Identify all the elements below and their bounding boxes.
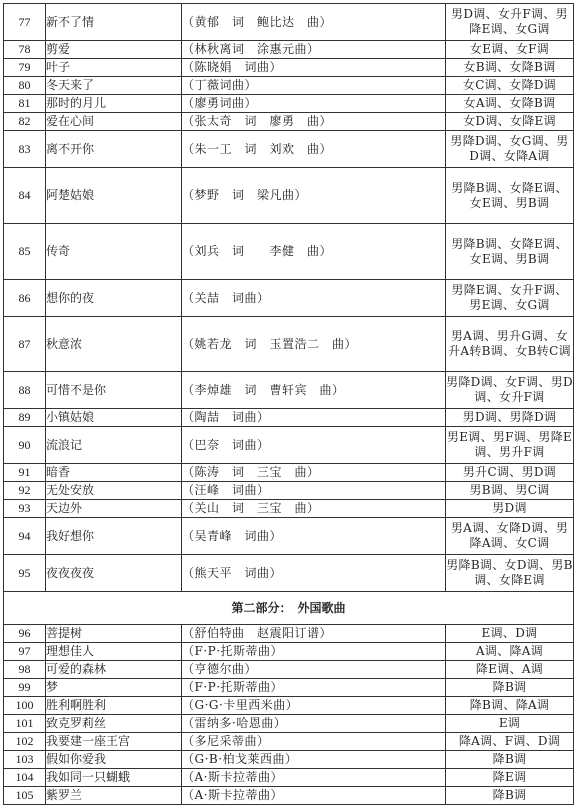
song-key: 降B调 bbox=[446, 787, 574, 805]
table-row bbox=[4, 77, 574, 95]
table-row bbox=[4, 787, 574, 805]
song-key: 降E调 bbox=[446, 769, 574, 787]
song-title: 离不开你 bbox=[46, 131, 182, 168]
section-title: 第二部分： 外国歌曲 bbox=[4, 592, 574, 625]
song-credit: （李焯雄 词 曹轩宾 曲） bbox=[182, 372, 446, 409]
song-key: 男升C调、男D调 bbox=[446, 464, 574, 482]
song-number: 103 bbox=[4, 751, 46, 769]
song-key: 女B调、女降B调 bbox=[446, 59, 574, 77]
song-key: 男D调、女升F调、男降E调、女G调 bbox=[446, 4, 574, 41]
song-credit: （刘兵 词 李健 曲） bbox=[182, 224, 446, 280]
table-row bbox=[4, 224, 574, 280]
table-row bbox=[4, 697, 574, 715]
table-row bbox=[4, 715, 574, 733]
table-row bbox=[4, 555, 574, 592]
song-number: 101 bbox=[4, 715, 46, 733]
song-key: 女A调、女降B调 bbox=[446, 95, 574, 113]
song-key: A调、降A调 bbox=[446, 643, 574, 661]
song-key: 女E调、女F调 bbox=[446, 41, 574, 59]
song-number: 95 bbox=[4, 555, 46, 592]
song-key: 男降B调、女降E调、女E调、男B调 bbox=[446, 168, 574, 224]
song-key: 降A调、F调、D调 bbox=[446, 733, 574, 751]
song-key: E调、D调 bbox=[446, 625, 574, 643]
song-credit: （汪峰 词曲） bbox=[182, 482, 446, 500]
table-row bbox=[4, 4, 574, 41]
song-key: 男E调、男F调、男降E调、男升F调 bbox=[446, 427, 574, 464]
song-credit: （陶喆 词曲） bbox=[182, 409, 446, 427]
song-title: 可爱的森林 bbox=[46, 661, 182, 679]
song-title: 我好想你 bbox=[46, 518, 182, 555]
song-number: 97 bbox=[4, 643, 46, 661]
song-credit: （吴青峰 词曲） bbox=[182, 518, 446, 555]
song-credit: （熊天平 词曲） bbox=[182, 555, 446, 592]
part2-table-body bbox=[4, 625, 574, 805]
song-number: 82 bbox=[4, 113, 46, 131]
song-key: E调 bbox=[446, 715, 574, 733]
song-key: 男A调、女降D调、男降A调、女C调 bbox=[446, 518, 574, 555]
song-credit: （张太奇 词 廖勇 曲） bbox=[182, 113, 446, 131]
song-title: 假如你爱我 bbox=[46, 751, 182, 769]
song-number: 90 bbox=[4, 427, 46, 464]
table-row bbox=[4, 482, 574, 500]
song-credit: （姚若龙 词 玉置浩二 曲） bbox=[182, 317, 446, 372]
song-credit: （多尼采蒂曲） bbox=[182, 733, 446, 751]
table-row bbox=[4, 41, 574, 59]
song-title: 爱在心间 bbox=[46, 113, 182, 131]
table-row bbox=[4, 427, 574, 464]
table-row bbox=[4, 59, 574, 77]
song-credit: （巴奈 词曲） bbox=[182, 427, 446, 464]
song-credit: （丁薇词曲） bbox=[182, 77, 446, 95]
song-number: 100 bbox=[4, 697, 46, 715]
table-row bbox=[4, 95, 574, 113]
song-number: 84 bbox=[4, 168, 46, 224]
song-credit: （F·P·托斯蒂曲） bbox=[182, 679, 446, 697]
song-title: 暗香 bbox=[46, 464, 182, 482]
song-key: 男降D调、女G调、男D调、女降A调 bbox=[446, 131, 574, 168]
table-row bbox=[4, 464, 574, 482]
song-title: 传奇 bbox=[46, 224, 182, 280]
song-number: 88 bbox=[4, 372, 46, 409]
song-key: 男D调 bbox=[446, 500, 574, 518]
song-number: 94 bbox=[4, 518, 46, 555]
song-credit: （林秋离词 涂惠元曲） bbox=[182, 41, 446, 59]
table-row bbox=[4, 661, 574, 679]
song-credit: （朱一工 词 刘欢 曲） bbox=[182, 131, 446, 168]
song-key: 降B调 bbox=[446, 679, 574, 697]
table-row bbox=[4, 409, 574, 427]
song-title: 可惜不是你 bbox=[46, 372, 182, 409]
song-title: 无处安放 bbox=[46, 482, 182, 500]
table-row bbox=[4, 168, 574, 224]
song-key: 男B调、男C调 bbox=[446, 482, 574, 500]
song-number: 77 bbox=[4, 4, 46, 41]
song-credit: （G·G·卡里西米曲） bbox=[182, 697, 446, 715]
song-number: 81 bbox=[4, 95, 46, 113]
section-header-row bbox=[4, 592, 574, 625]
table-row bbox=[4, 500, 574, 518]
song-credit: （亨德尔曲） bbox=[182, 661, 446, 679]
table-row bbox=[4, 518, 574, 555]
song-key: 男D调、男降D调 bbox=[446, 409, 574, 427]
song-title: 叶子 bbox=[46, 59, 182, 77]
song-key: 降B调、降A调 bbox=[446, 697, 574, 715]
song-title: 胜利啊胜利 bbox=[46, 697, 182, 715]
song-title: 我如同一只蝴蛾 bbox=[46, 769, 182, 787]
table-row bbox=[4, 625, 574, 643]
song-key: 降E调、A调 bbox=[446, 661, 574, 679]
song-title: 那时的月儿 bbox=[46, 95, 182, 113]
song-key: 男降D调、女F调、男D调、女升F调 bbox=[446, 372, 574, 409]
song-title: 新不了情 bbox=[46, 4, 182, 41]
song-credit: （关喆 词曲） bbox=[182, 280, 446, 317]
song-number: 105 bbox=[4, 787, 46, 805]
table-row bbox=[4, 733, 574, 751]
song-key: 男A调、男升G调、女升A转B调、女B转C调 bbox=[446, 317, 574, 372]
song-list-sheet bbox=[3, 3, 573, 805]
song-credit: （梦野 词 梁凡曲） bbox=[182, 168, 446, 224]
section-header-body bbox=[4, 592, 574, 625]
song-key: 男降B调、女D调、男B调、女降E调 bbox=[446, 555, 574, 592]
song-credit: （舒伯特曲 赵震阳订谱） bbox=[182, 625, 446, 643]
song-title: 夜夜夜夜 bbox=[46, 555, 182, 592]
song-key: 男降E调、女升F调、男E调、女G调 bbox=[446, 280, 574, 317]
song-credit: （A·斯卡拉蒂曲） bbox=[182, 769, 446, 787]
song-credit: （关山 词 三宝 曲） bbox=[182, 500, 446, 518]
song-number: 79 bbox=[4, 59, 46, 77]
song-number: 92 bbox=[4, 482, 46, 500]
song-number: 80 bbox=[4, 77, 46, 95]
table-row bbox=[4, 643, 574, 661]
song-key: 女D调、女降E调 bbox=[446, 113, 574, 131]
table-row bbox=[4, 769, 574, 787]
song-title: 理想佳人 bbox=[46, 643, 182, 661]
song-title: 冬天来了 bbox=[46, 77, 182, 95]
song-title: 菩提树 bbox=[46, 625, 182, 643]
song-number: 98 bbox=[4, 661, 46, 679]
song-title: 阿楚姑娘 bbox=[46, 168, 182, 224]
song-title: 想你的夜 bbox=[46, 280, 182, 317]
song-number: 83 bbox=[4, 131, 46, 168]
song-title: 梦 bbox=[46, 679, 182, 697]
table-row bbox=[4, 280, 574, 317]
song-title: 小镇姑娘 bbox=[46, 409, 182, 427]
song-number: 91 bbox=[4, 464, 46, 482]
table-row bbox=[4, 131, 574, 168]
song-number: 102 bbox=[4, 733, 46, 751]
part1-table-body bbox=[4, 4, 574, 592]
song-title: 紫罗兰 bbox=[46, 787, 182, 805]
song-number: 89 bbox=[4, 409, 46, 427]
song-key: 女C调、女降D调 bbox=[446, 77, 574, 95]
song-credit: （雷纳多·哈恩曲） bbox=[182, 715, 446, 733]
table-row bbox=[4, 372, 574, 409]
song-credit: （黄郁 词 鲍比达 曲） bbox=[182, 4, 446, 41]
song-number: 87 bbox=[4, 317, 46, 372]
song-number: 78 bbox=[4, 41, 46, 59]
song-title: 剪爱 bbox=[46, 41, 182, 59]
song-number: 96 bbox=[4, 625, 46, 643]
song-credit: （陈晓娟 词曲） bbox=[182, 59, 446, 77]
song-number: 93 bbox=[4, 500, 46, 518]
song-credit: （陈涛 词 三宝 曲） bbox=[182, 464, 446, 482]
song-number: 99 bbox=[4, 679, 46, 697]
table-row bbox=[4, 679, 574, 697]
song-credit: （G·B·柏戈莱西曲） bbox=[182, 751, 446, 769]
song-number: 86 bbox=[4, 280, 46, 317]
song-title: 流浪记 bbox=[46, 427, 182, 464]
song-credit: （A·斯卡拉蒂曲） bbox=[182, 787, 446, 805]
table-row bbox=[4, 113, 574, 131]
song-number: 104 bbox=[4, 769, 46, 787]
song-title: 致克罗莉丝 bbox=[46, 715, 182, 733]
table-row bbox=[4, 317, 574, 372]
table-row bbox=[4, 751, 574, 769]
song-key-table bbox=[3, 3, 574, 805]
song-title: 天边外 bbox=[46, 500, 182, 518]
song-title: 我要建一座王宫 bbox=[46, 733, 182, 751]
song-key: 男降B调、女降E调、女E调、男B调 bbox=[446, 224, 574, 280]
song-credit: （廖勇词曲） bbox=[182, 95, 446, 113]
song-key: 降B调 bbox=[446, 751, 574, 769]
song-number: 85 bbox=[4, 224, 46, 280]
song-title: 秋意浓 bbox=[46, 317, 182, 372]
song-credit: （F·P·托斯蒂曲） bbox=[182, 643, 446, 661]
